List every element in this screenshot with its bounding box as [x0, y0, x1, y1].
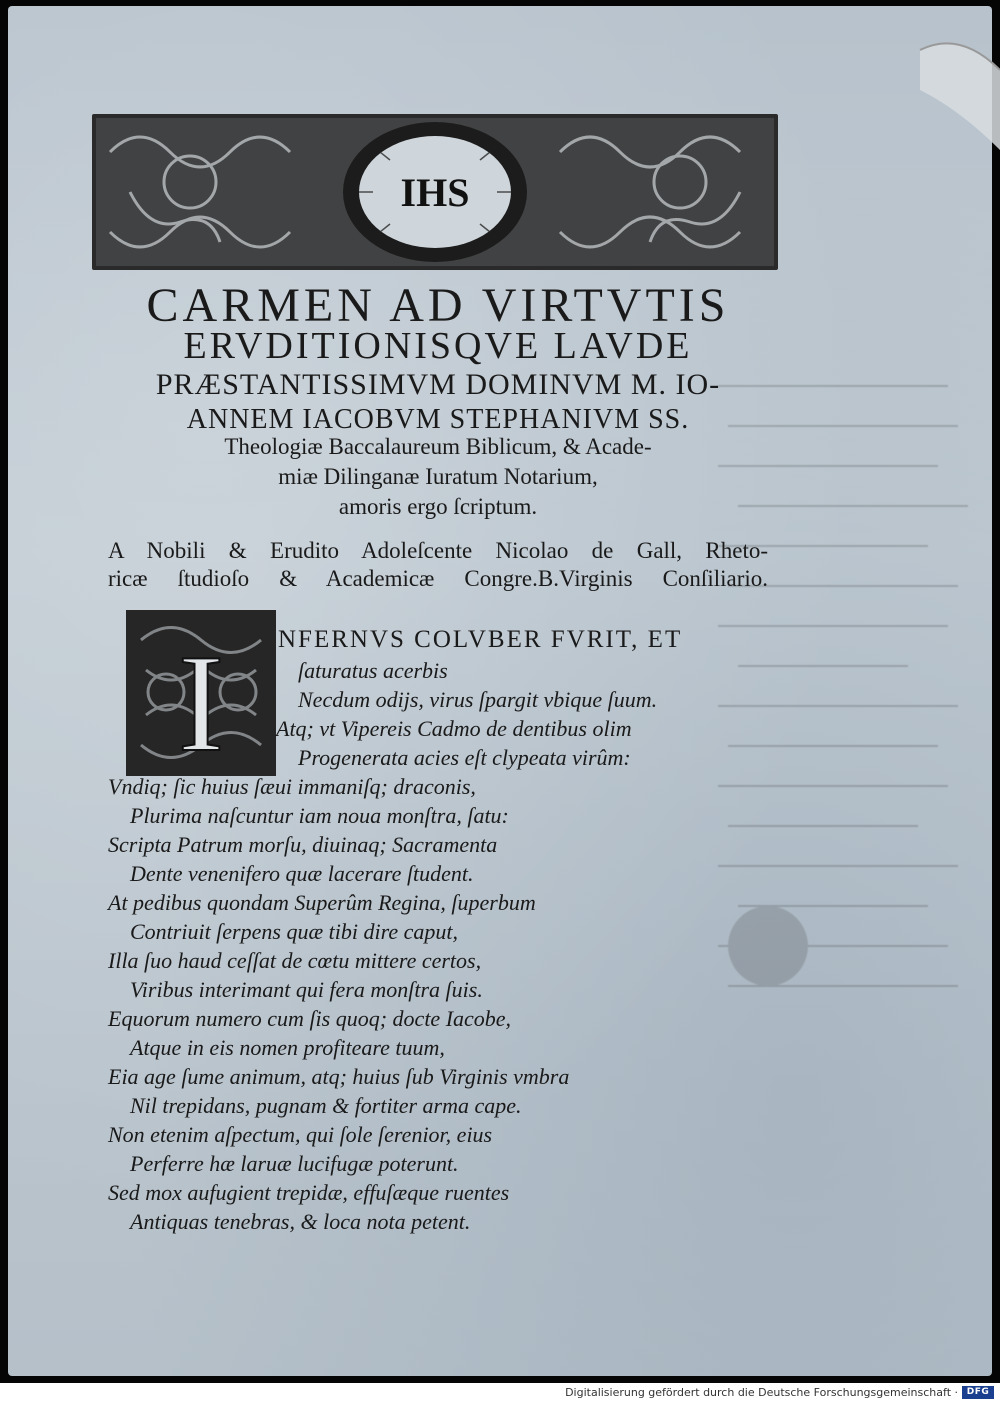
poem-line: At pedibus quondam Superûm Regina, ſuperbum: [108, 890, 536, 915]
poem-line: Non etenim aſpectum, qui ſole ſerenior, eius: [108, 1122, 493, 1147]
book-page: [8, 6, 992, 1376]
initial-letter: I: [177, 626, 225, 776]
poem-line: Sed mox aufugient trepidæ, effuſæque ruentes: [108, 1180, 510, 1205]
author-line-1: A Nobili & Erudito Adoleſcente Nicolao de Gall, Rheto-: [108, 538, 768, 563]
headpiece-ornament: [90, 112, 780, 272]
poem-line: Vndiq; ſic huius ſæui immaniſq; draconis,: [108, 774, 476, 799]
poem-line: Dente venenifero quæ lacerare ſtudent.: [130, 861, 474, 886]
decorated-initial: [126, 610, 276, 776]
poem-line: Atq; vt Vipereis Cadmo de dentibus olim: [276, 716, 632, 741]
poem-line: Nil trepidans, pugnam & fortiter arma cape.: [130, 1093, 522, 1118]
poem-line: Eia age ſume animum, atq; huius ſub Virginis vmbra: [108, 1064, 570, 1089]
footer-bar: [0, 1383, 1000, 1403]
dfg-logo: DFG: [962, 1386, 994, 1399]
poem-line: Contriuit ſerpens quæ tibi dire caput,: [130, 919, 458, 944]
poem-line: Plurima naſcuntur iam noua monſtra, ſatu:: [130, 803, 509, 828]
author-line-2: ricæ ſtudioſo & Academicæ Congre.B.Virginis Conſiliario.: [108, 566, 768, 591]
title-line-2: ERVDITIONISQVE LAVDE: [183, 325, 693, 367]
title-line-3: PRÆSTANTISSIMVM DOMINVM M. IO-: [155, 368, 721, 401]
poem-line: Equorum numero cum ſis quoq; docte Iacobe,: [108, 1006, 512, 1031]
title-line-6: miæ Dilinganæ Iuratum Notarium,: [278, 464, 598, 489]
poem-line: NFERNVS COLVBER FVRIT, ET: [278, 626, 683, 653]
ihs-monogram: IHS: [400, 170, 470, 215]
poem-line: Necdum odijs, virus ſpargit vbique ſuum.: [298, 687, 658, 712]
title-line-5: Theologiæ Baccalaureum Biblicum, & Acade-: [224, 434, 652, 459]
poem-line: Scripta Patrum morſu, diuinaq; Sacramenta: [108, 832, 498, 857]
scanner-clip: [900, 30, 1000, 150]
title-line-7: amoris ergo ſcriptum.: [338, 494, 538, 519]
poem-line: Progenerata acies eſt clypeata virûm:: [298, 745, 631, 770]
poem-line: Viribus interimant qui fera monſtra ſuis.: [130, 977, 483, 1002]
footer-credit: Digitalisierung gefördert durch die Deutsche Forschungsgemeinschaft ·: [565, 1386, 958, 1399]
title-line-4: ANNEM IACOBVM STEPHANIVM SS.: [186, 404, 690, 435]
title-line-1: CARMEN AD VIRTVTIS: [146, 279, 730, 332]
poem-line: Perferre hæ laruæ lucifugæ poterunt.: [130, 1151, 459, 1176]
poem-line: Atque in eis nomen profiteare tuum,: [130, 1035, 445, 1060]
poem-line: Antiquas tenebras, & loca nota petent.: [130, 1209, 471, 1234]
poem-line: Illa ſuo haud ceſſat de cœtu mittere certos,: [108, 948, 482, 973]
poem-line: ſaturatus acerbis: [298, 658, 448, 683]
